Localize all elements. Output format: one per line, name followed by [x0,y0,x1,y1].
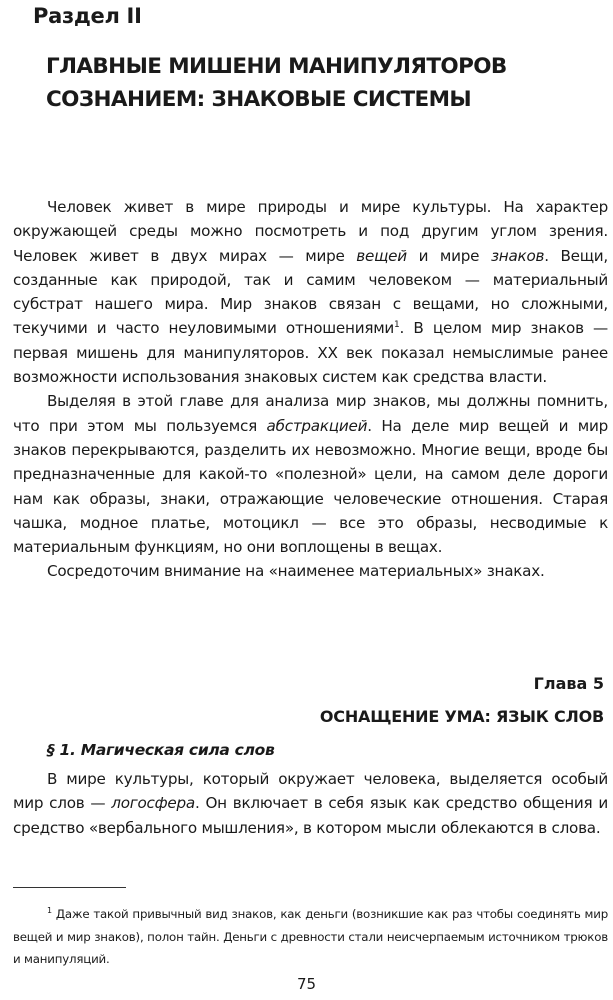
footnote-divider [13,887,126,888]
section-label: Раздел II [33,4,142,28]
page-number: 75 [296,975,317,993]
chapter-number: Глава 5 [533,674,604,693]
footnote-marker: 1 [394,320,400,331]
chapter-text [13,767,608,840]
footnote-paragraph [13,903,608,971]
chapter-title: ОСНАЩЕНИЕ УМА: ЯЗЫК СЛОВ [319,707,604,726]
text-run: . На деле мир вещей и мир знаков перекрываются, разделить их невозможно. Многие вещи, вроде бы предназначенные для какой-то «полезной» цели, на самом деле дороги нам как образы, знаки, отражающие человеческие отношения. Старая чашка, модное платье, мотоцикл — все это образы, несводимые к материальным функциям, но они воплощены в вещах. [13,416,608,557]
emphasis-abstraction: абстракцией [266,416,368,435]
text-run: . В целом мир знаков — первая мишень для манипуляторов. XX век показал немыслимые ранее возможности использования знаковых систем как средства власти. [13,319,608,387]
subsection-title: § 1. Магическая сила слов [47,741,275,759]
intro-text [13,195,608,584]
section-title-line-1: ГЛАВНЫЕ МИШЕНИ МАНИПУЛЯТОРОВ [46,54,507,79]
footnote [13,903,608,971]
emphasis-vesch: вещей [356,246,407,265]
intro-paragraph-1 [13,195,608,389]
emphasis-znakov: знаков [490,246,545,265]
text-run: . Вещи, созданные как природой, так и самим человеком — материальный субстрат нашего мира. Мир знаков связан с вещами, но сложными, текучими и часто неуловимыми отношениями [13,246,608,338]
section-title [46,50,586,116]
text-run: Человек живет в мире природы и мире культуры. На характер окружающей среды можно посмотреть и под другим углом зрения. Человек живет в двух мирах — мире [13,198,608,265]
chapter-paragraph-1 [13,767,608,840]
section-title-line-2: СОЗНАНИЕМ: ЗНАКОВЫЕ СИСТЕМЫ [46,87,472,112]
text-run: Выделяя в этой главе для анализа мир знаков, мы должны помнить, что при этом мы пользуемся [13,392,608,435]
emphasis-logosphere: логосфера [111,794,195,813]
text-run: . Он включает в себя язык как средство общения и средство «вербального мышления», в котором мысли облекаются в слова. [13,794,608,837]
intro-paragraph-3: Сосредоточим внимание на «наименее материальных» знаках. [47,562,545,581]
text-run: В мире культуры, который окружает человека, выделяется особый мир слов — [13,770,608,813]
footnote-text: Даже такой привычный вид знаков, как деньги (возникшие как раз чтобы соединять мир вещей и мир знаков), полон тайн. Деньги с древности стали неисчерпаемым источником трюков и манипуляций. [13,907,608,966]
footnote-mark: 1 [47,906,52,916]
intro-paragraph-2 [13,389,608,559]
text-run: и мире [406,246,491,265]
